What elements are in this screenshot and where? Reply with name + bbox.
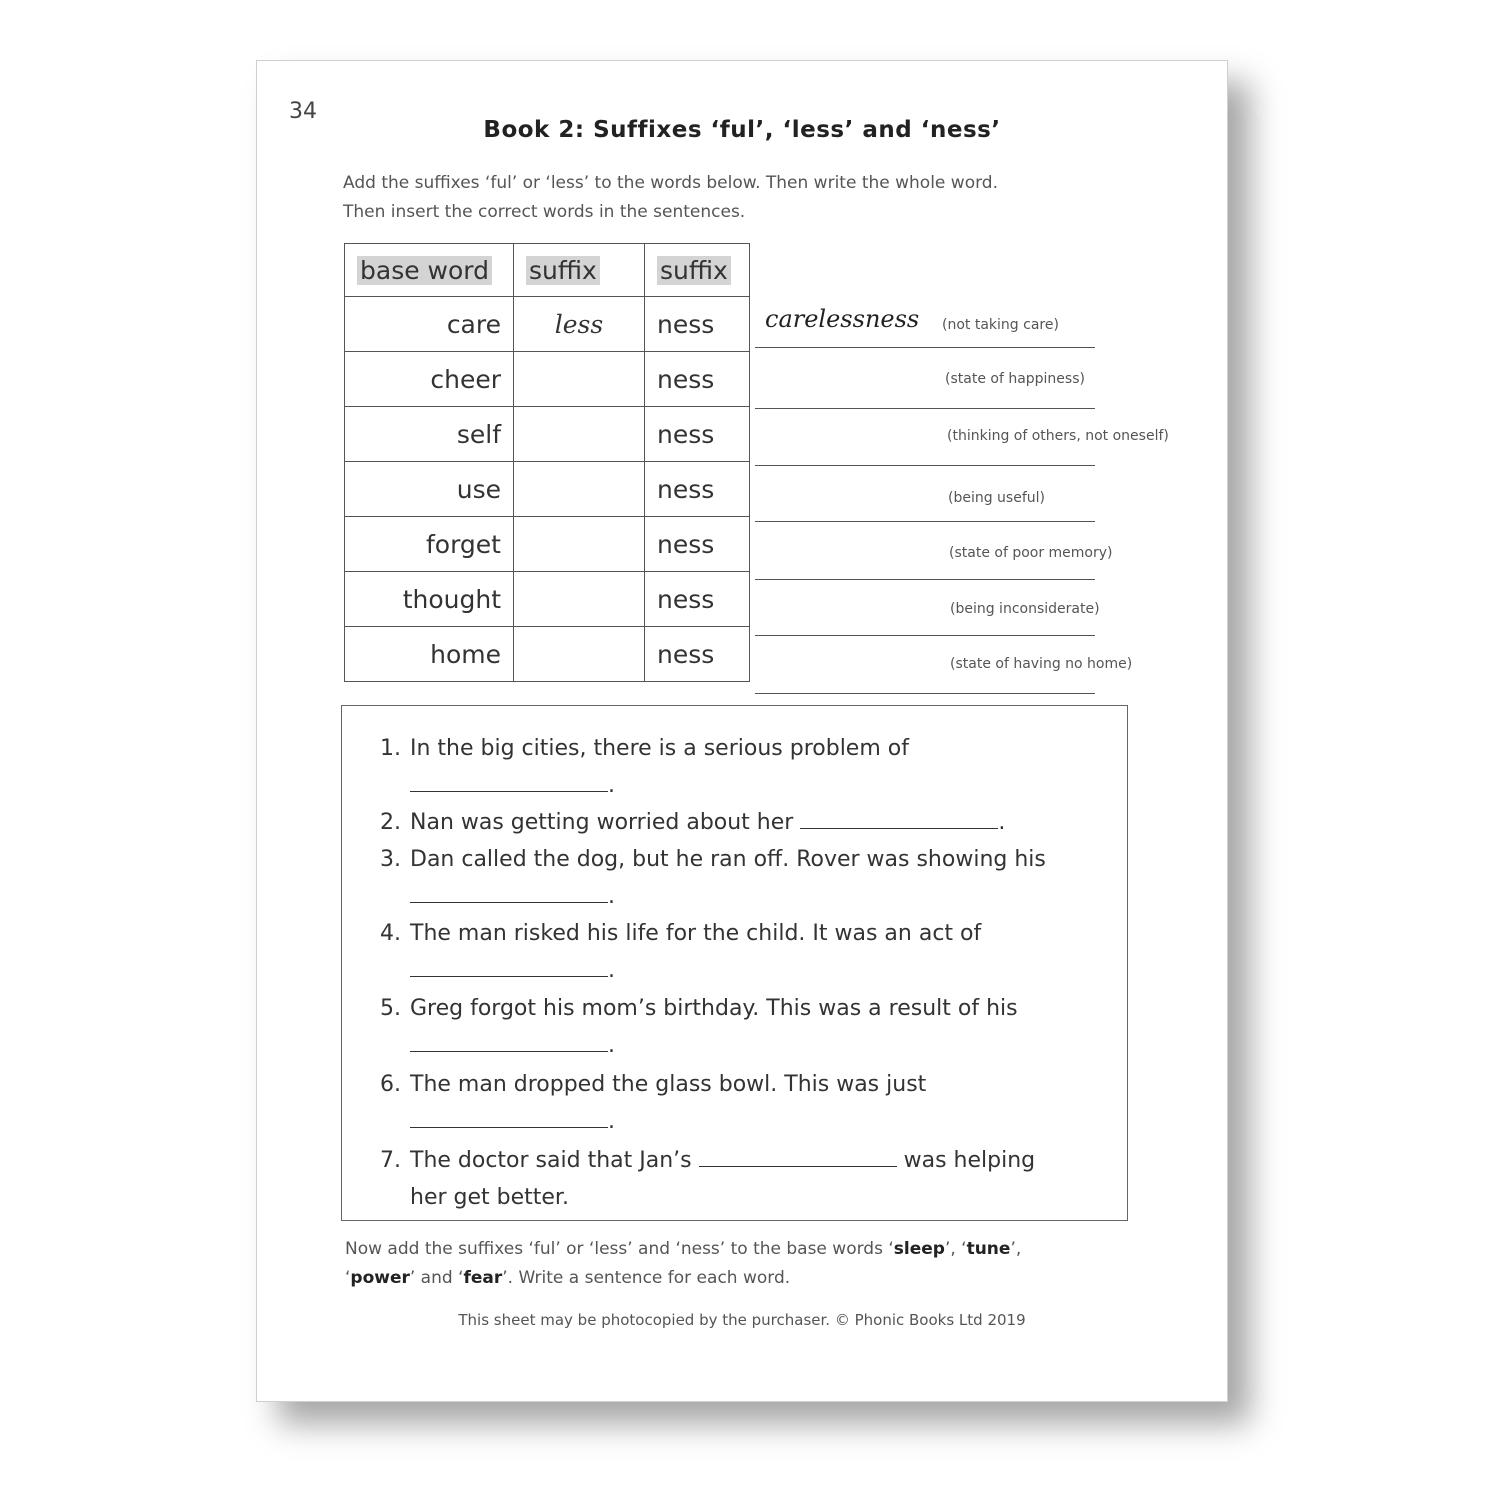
sentence-6: 6. The man dropped the glass bowl. This was just . [380, 1072, 927, 1134]
suffix-1-cell[interactable] [514, 407, 645, 462]
suffix-2-cell: ness [645, 352, 750, 407]
answer-word-1[interactable]: carelessness [765, 305, 920, 333]
table-row [345, 297, 750, 352]
table-row [345, 517, 750, 572]
table-row [345, 627, 750, 682]
table-header-row [345, 244, 750, 297]
table-row [345, 352, 750, 407]
suffix-1-cell[interactable] [514, 352, 645, 407]
meaning-4: (being useful) [948, 490, 1045, 506]
answer-line-7[interactable] [755, 693, 1095, 694]
suffix-2-cell: ness [645, 572, 750, 627]
suffix-2-cell: ness [645, 462, 750, 517]
suffix-1-cell[interactable] [514, 462, 645, 517]
table-row [345, 462, 750, 517]
base-word-cell: forget [345, 517, 514, 572]
sentence-1: 1. In the big cities, there is a serious problem of . [380, 736, 909, 798]
answer-line-4[interactable] [755, 521, 1095, 522]
suffix-1-cell[interactable]: less [514, 297, 645, 352]
suffix-2-cell: ness [645, 627, 750, 682]
instructions [343, 169, 1103, 227]
suffix-1-cell[interactable] [514, 627, 645, 682]
sentence-blank[interactable] [410, 954, 608, 977]
base-word-cell: cheer [345, 352, 514, 407]
instructions-line-1: Add the suffixes ‘ful’ or ‘less’ to the words below. Then write the whole word. [343, 173, 998, 193]
meaning-1: (not taking care) [942, 317, 1059, 333]
footer-instructions: Now add the suffixes ‘ful’ or ‘less’ and ‘ness’ to the base words ‘sleep’, ‘tune’, ‘power’ and ‘fear’. Write a sentence for each word. [345, 1239, 1022, 1288]
base-word-cell: care [345, 297, 514, 352]
header-suffix-1: suffix [514, 244, 645, 297]
table-row [345, 572, 750, 627]
sentence-4: 4. The man risked his life for the child. It was an act of . [380, 921, 982, 983]
sentence-blank[interactable] [410, 1105, 608, 1128]
sentence-blank[interactable] [800, 806, 998, 829]
suffix-2-cell: ness [645, 517, 750, 572]
sentence-5: 5. Greg forgot his mom’s birthday. This was a result of his . [380, 996, 1018, 1058]
sentence-blank[interactable] [410, 1029, 608, 1052]
copyright-notice: This sheet may be photocopied by the purchaser. © Phonic Books Ltd 2019 [458, 1311, 1026, 1329]
meaning-6: (being inconsiderate) [950, 601, 1100, 617]
base-word-cell: thought [345, 572, 514, 627]
sentence-3: 3. Dan called the dog, but he ran off. Rover was showing his . [380, 847, 1046, 909]
page-title: Book 2: Suffixes ‘ful’, ‘less’ and ‘ness’ [483, 117, 1001, 143]
meaning-5: (state of poor memory) [949, 545, 1113, 561]
table-row [345, 407, 750, 462]
suffix-2-cell: ness [645, 297, 750, 352]
page-number: 34 [289, 99, 317, 124]
answer-line-5[interactable] [755, 579, 1095, 580]
base-word-cell: use [345, 462, 514, 517]
base-word-cell: home [345, 627, 514, 682]
sentence-7: 7. The doctor said that Jan’s was helping her get better. [380, 1142, 1035, 1216]
meaning-2: (state of happiness) [945, 371, 1085, 387]
worksheet-page [256, 60, 1228, 1402]
sentence-blank[interactable] [410, 880, 608, 903]
answer-line-1[interactable] [755, 347, 1095, 348]
suffix-table [344, 243, 750, 682]
sentence-blank[interactable] [410, 769, 608, 792]
instructions-line-2: Then insert the correct words in the sentences. [343, 202, 746, 222]
answer-line-6[interactable] [755, 635, 1095, 636]
answer-line-3[interactable] [755, 465, 1095, 466]
suffix-1-cell[interactable] [514, 517, 645, 572]
meaning-7: (state of having no home) [950, 656, 1133, 672]
meaning-3: (thinking of others, not oneself) [947, 428, 1169, 444]
sentence-2: 2. Nan was getting worried about her . [380, 804, 1005, 841]
suffix-1-cell[interactable] [514, 572, 645, 627]
header-base-word: base word [345, 244, 514, 297]
sentences-box [341, 705, 1128, 1221]
sentence-blank[interactable] [699, 1144, 897, 1167]
answer-line-2[interactable] [755, 408, 1095, 409]
header-suffix-2: suffix [645, 244, 750, 297]
base-word-cell: self [345, 407, 514, 462]
suffix-2-cell: ness [645, 407, 750, 462]
